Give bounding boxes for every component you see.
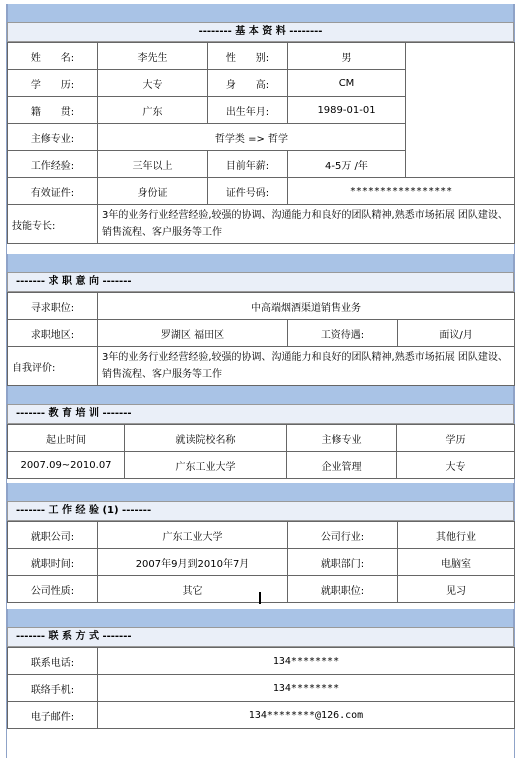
section-band	[7, 254, 514, 272]
major-label: 主修专业:	[8, 124, 98, 151]
contact-heading: ------- 联 系 方 式 -------	[7, 627, 514, 647]
height-value: CM	[288, 70, 406, 97]
work-heading: ------- 工 作 经 验 (1) -------	[7, 501, 514, 521]
gender-value: 男	[288, 43, 406, 70]
company-nature-label: 公司性质:	[8, 576, 98, 603]
mobile-label: 联络手机:	[8, 675, 98, 702]
education-table	[7, 424, 515, 479]
edu-degree: 大专	[397, 452, 515, 479]
area-label: 求职地区:	[8, 320, 98, 347]
post-value: 见习	[398, 576, 515, 603]
resume-page	[6, 4, 515, 758]
edu-period: 2007.09~2010.07	[8, 452, 125, 479]
industry-value: 其他行业	[398, 522, 515, 549]
company-label: 就职公司:	[8, 522, 98, 549]
table-row	[8, 702, 515, 729]
table-row	[8, 347, 515, 386]
position-value: 中高端烟酒渠道销售业务	[98, 293, 515, 320]
salary-label: 目前年薪:	[208, 151, 288, 178]
table-row	[8, 293, 515, 320]
contact-table	[7, 647, 515, 729]
department-label: 就职部门:	[288, 549, 398, 576]
birth-label: 出生年月:	[208, 97, 288, 124]
table-row	[8, 320, 515, 347]
id-number-value: *****************	[288, 178, 515, 205]
area-value: 罗湖区 福田区	[98, 320, 288, 347]
text-cursor	[259, 592, 261, 604]
section-band	[7, 483, 514, 501]
job-intent-table	[7, 292, 515, 386]
department-value: 电脑室	[398, 549, 515, 576]
experience-value: 三年以上	[98, 151, 208, 178]
table-row	[8, 576, 515, 603]
col-period: 起止时间	[8, 425, 125, 452]
table-row	[8, 522, 515, 549]
experience-label: 工作经验:	[8, 151, 98, 178]
name-value: 李先生	[98, 43, 208, 70]
edu-school: 广东工业大学	[125, 452, 287, 479]
section-band	[7, 4, 514, 22]
job-intent-heading: ------- 求 职 意 向 -------	[7, 272, 514, 292]
section-band	[7, 386, 514, 404]
major-value: 哲学类 => 哲学	[98, 124, 406, 151]
industry-label: 公司行业:	[288, 522, 398, 549]
name-label: 姓 名:	[8, 43, 98, 70]
salary-value: 4-5万 /年	[288, 151, 406, 178]
origin-label: 籍 贯:	[8, 97, 98, 124]
table-row	[8, 205, 515, 244]
table-row	[8, 452, 515, 479]
pay-label: 工资待遇:	[288, 320, 398, 347]
table-row	[8, 43, 515, 70]
email-label: 电子邮件:	[8, 702, 98, 729]
table-row	[8, 648, 515, 675]
mobile-value: 134********	[98, 675, 515, 702]
self-eval-value: 3年的业务行业经营经验,较强的协调、沟通能力和良好的团队精神,熟悉市场拓展 团队建设、销售流程、客户服务等工作	[98, 347, 515, 386]
phone-label: 联系电话:	[8, 648, 98, 675]
phone-value: 134********	[98, 648, 515, 675]
height-label: 身 高:	[208, 70, 288, 97]
col-degree: 学历	[397, 425, 515, 452]
pay-value: 面议/月	[398, 320, 515, 347]
skill-value: 3年的业务行业经营经验,较强的协调、沟通能力和良好的团队精神,熟悉市场拓展 团队建设、销售流程、客户服务等工作	[98, 205, 515, 244]
table-row	[8, 178, 515, 205]
education-label: 学 历:	[8, 70, 98, 97]
gender-label: 性 别:	[208, 43, 288, 70]
photo-cell	[406, 43, 515, 178]
education-heading: ------- 教 育 培 训 -------	[7, 404, 514, 424]
edu-major: 企业管理	[287, 452, 397, 479]
origin-value: 广东	[98, 97, 208, 124]
basic-info-heading: -------- 基 本 资 料 --------	[7, 22, 514, 42]
table-row	[8, 425, 515, 452]
id-number-label: 证件号码:	[208, 178, 288, 205]
work-time-label: 就职时间:	[8, 549, 98, 576]
section-band	[7, 609, 514, 627]
self-eval-label: 自我评价:	[8, 347, 98, 386]
position-label: 寻求职位:	[8, 293, 98, 320]
education-value: 大专	[98, 70, 208, 97]
col-major: 主修专业	[287, 425, 397, 452]
email-value: 134********@126.com	[98, 702, 515, 729]
id-doc-value: 身份证	[98, 178, 208, 205]
post-label: 就职职位:	[288, 576, 398, 603]
skill-label: 技能专长:	[8, 205, 98, 244]
id-doc-label: 有效证件:	[8, 178, 98, 205]
company-nature-value: 其它	[98, 576, 288, 603]
birth-value: 1989-01-01	[288, 97, 406, 124]
col-school: 就读院校名称	[125, 425, 287, 452]
table-row	[8, 675, 515, 702]
work-table	[7, 521, 515, 603]
basic-info-table	[7, 42, 515, 244]
work-time-value: 2007年9月到2010年7月	[98, 549, 288, 576]
company-value: 广东工业大学	[98, 522, 288, 549]
table-row	[8, 549, 515, 576]
